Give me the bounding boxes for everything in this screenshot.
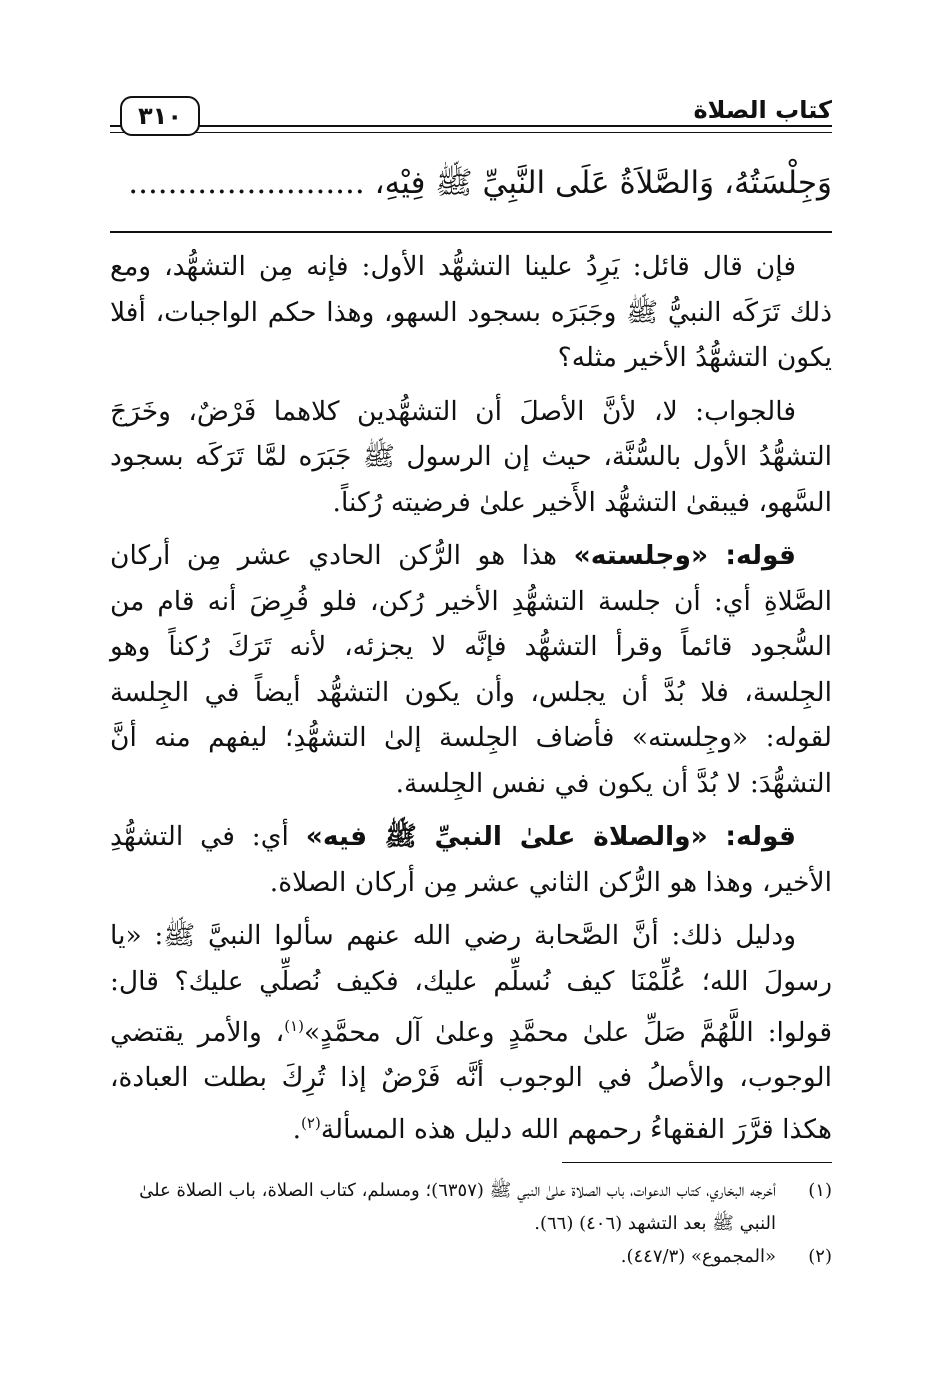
footnote-rule [562, 1162, 832, 1163]
footnote-number: (٢) [808, 1246, 832, 1267]
paragraph-text: هذا هو الرُّكن الحادي عشر مِن أركان الصَّلاةِ أي: أن جلسة التشهُّدِ الأخير رُكن، فلو فُرِضَ أنه قام من السُّجود قائماً وقرأ التشهُّد فإنَّه لا يجزئه، لأنه تَرَكَ رُكناً وهو الجِلسة، فلا بُدَّ أن يجلس، وأن يكون التشهُّد أيضاً في الجِلسة لقوله: «وجِلسته» فأضاف الجِلسة إلىٰ التشهُّدِ؛ ليفهم منه أنَّ التشهُّدَ: لا بُدَّ أن يكون في نفس الجِلسة. [110, 540, 832, 799]
footnote-text: أخرجه البخاري، كتاب الدعوات، باب الصلاة علىٰ النبي ﷺ (٦٣٥٧)؛ ومسلم، كتاب الصلاة، باب الصلاة علىٰ النبي ﷺ بعد التشهد (٤٠٦) (٦٦). [139, 1180, 776, 1234]
paragraph: فإن قال قائل: يَرِدُ علينا التشهُّد الأول: فإنه مِن التشهُّد، ومع ذلك تَرَكَه النبيُّ ﷺ وجَبَرَه بسجود السهو، وهذا حكم الواجبات، أفلا يكون التشهُّدُ الأخير مثله؟ [110, 251, 832, 373]
header-rule [110, 125, 832, 127]
commentary-body [110, 244, 832, 1160]
footnote [110, 1240, 832, 1273]
keyword-heading: قوله: «والصلاة علىٰ النبيِّ ﷺ فيه» [305, 821, 796, 852]
footnote-text: «المجموع» (٤٤٧/٣). [620, 1246, 776, 1267]
matn-line [110, 155, 832, 211]
paragraph: فالجواب: لا، لأنَّ الأصلَ أن التشهُّدين كلاهما فَرْضٌ، وخَرَجَ التشهُّدُ الأول بالسُّنَّة، حيث إن الرسول ﷺ جَبَرَه لمَّا تَرَكَه بسجود السَّهو، فيبقىٰ التشهُّد الأَخير علىٰ فرضيته رُكناً. [110, 395, 832, 518]
footnotes [110, 1174, 832, 1273]
paragraph-text: أي: في التشهُّدِ الأخير، وهذا هو الرُّكن الثاني عشر مِن أركان الصلاة. [110, 821, 832, 898]
footnote-ref[interactable]: (٢) [301, 1113, 321, 1132]
footnote [110, 1174, 832, 1240]
paragraph [110, 814, 832, 905]
footnote-number: (١) [808, 1180, 832, 1201]
footnote-ref[interactable]: (١) [284, 1017, 304, 1035]
keyword-heading: قوله: «وجلسته» [573, 540, 797, 571]
paragraph-text: ودليل ذلك: أنَّ الصَّحابة رضي الله عنهم سألوا النبيَّ ﷺ: «يا رسولَ الله؛ عُلِّمْنَا كيف نُسلِّم عليك، فكيف نُصلِّي عليك؟ قال: قولوا: اللَّهُمَّ صَلِّ علىٰ محمَّدٍ وعلىٰ آل محمَّدٍ» [110, 920, 832, 1048]
header-rule-thin [110, 132, 832, 133]
paragraph [110, 913, 832, 1152]
paragraph-text: ، والأمر يقتضي الوجوب، والأصلُ في الوجوب أنَّه فَرْضٌ إذا تُرِكَ بطلت العبادة، هكذا قرَّرَ الفقهاءُ رحمهم الله دليل هذه المسألة [110, 1016, 832, 1145]
matn-text: وَجِلْسَتُهُ، وَالصَّلاَةُ عَلَى النَّبِيِّ ﷺ فِيْهِ، [374, 165, 832, 201]
matn-rule [110, 231, 832, 233]
paragraph [110, 533, 832, 806]
running-title: كتاب الصلاة [693, 96, 832, 124]
matn-dots: ........................ [128, 165, 365, 201]
page-number: ٣١٠ [120, 96, 200, 136]
paragraph-text: . [292, 1113, 302, 1145]
page-header [110, 92, 832, 142]
